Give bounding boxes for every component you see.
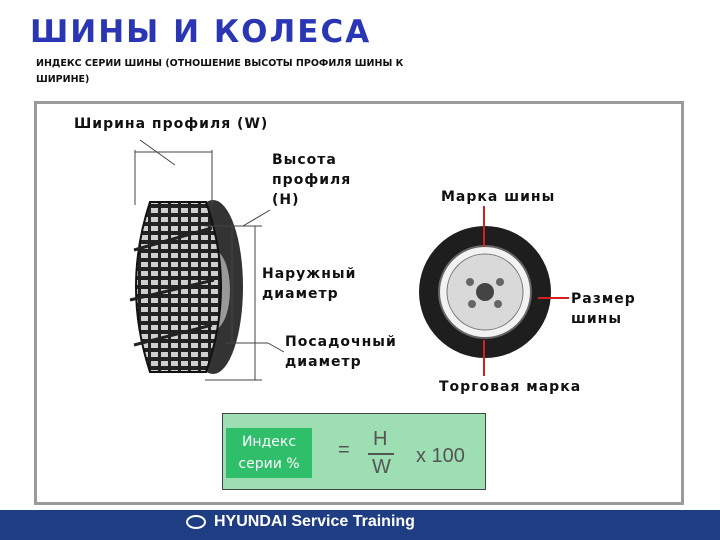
formula-equals: = (338, 439, 350, 461)
page-subtitle: ИНДЕКС СЕРИИ ШИНЫ (ОТНОШЕНИЕ ВЫСОТЫ ПРОФИЛЯ ШИНЫ К ШИРИНЕ) (36, 58, 404, 85)
label-trademark: Торговая марка (439, 379, 582, 395)
label-section-height (272, 150, 351, 210)
label-tire-size (571, 289, 636, 329)
formula-numerator: H (373, 428, 388, 450)
hyundai-logo-icon (186, 515, 206, 529)
label-rim-diameter-line2: диаметр (285, 354, 362, 370)
series-index-line1: Индекс (241, 434, 297, 450)
series-index-box (226, 428, 312, 478)
page-title: ШИНЫ И КОЛЕСА (30, 14, 372, 50)
label-outer-diameter (262, 264, 356, 304)
label-section-width: Ширина профиля (W) (74, 116, 269, 132)
label-outer-diameter-line2: диаметр (262, 286, 339, 302)
label-tire-brand: Марка шины (441, 189, 556, 205)
formula-denominator: W (372, 456, 391, 478)
label-rim-diameter (285, 332, 397, 372)
label-tire-size-line1: Размер (571, 291, 636, 307)
label-section-height-line2: профиля (272, 172, 352, 188)
label-tire-size-line2: шины (571, 311, 623, 327)
footer-brand: HYUNDAI Service Training (214, 513, 415, 530)
fraction-bar (368, 453, 394, 455)
formula-multiplier: x 100 (416, 445, 465, 467)
label-section-height-line3: (H) (272, 192, 300, 208)
series-index-line2: серии % (238, 456, 300, 472)
label-rim-diameter-line1: Посадочный (285, 334, 397, 350)
label-outer-diameter-line1: Наружный (262, 266, 357, 282)
label-section-height-line1: Высота (272, 152, 337, 168)
